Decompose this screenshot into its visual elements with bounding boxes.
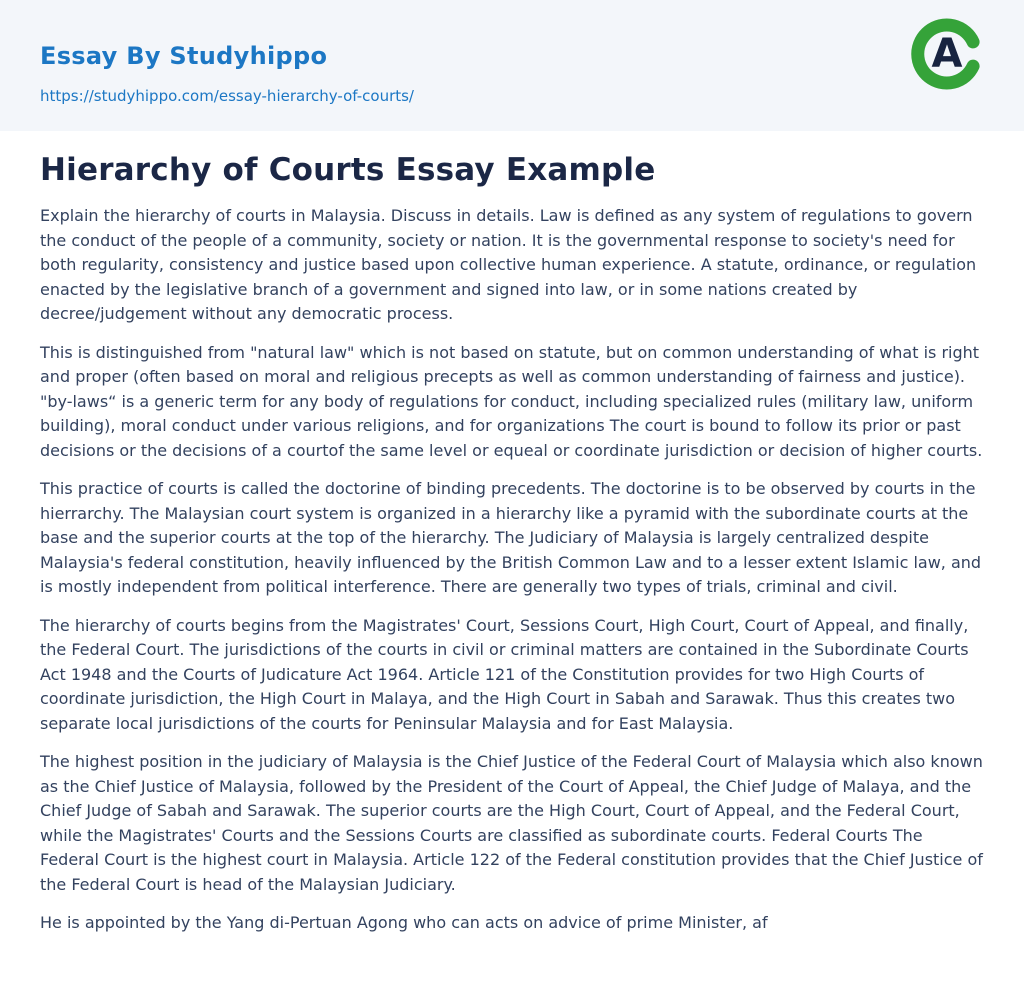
essay-paragraph: Explain the hierarchy of courts in Malaysia. Discuss in details. Law is defined as any system of regulations to govern the conduct of the people of a community, society or nation. It is the governmental response to society's need for both regularity, consistency and justice based upon collective human experience. A statute, ordinance, or regulation enacted by the legislative branch of a government and signed into law, or in some nations created by decree/judgement without any democratic process.: [40, 206, 977, 323]
site-title: Essay By Studyhippo: [40, 42, 328, 70]
site-header-text: [40, 42, 984, 105]
studyhippo-logo-icon: [908, 15, 986, 93]
site-header: [0, 0, 1024, 131]
logo-ring-icon: [908, 15, 986, 93]
essay-paragraph: This practice of courts is called the doctorine of binding precedents. The doctorine is to be observed by courts in the hierrarchy. The Malaysian court system is organized in a hierarchy like a pyramid with the subordinate courts at the base and the superior courts at the top of the hierarchy. The Judiciary of Malaysia is largely centralized despite Malaysia's federal constitution, heavily influenced by the British Common Law and to a lesser extent Islamic law, and is mostly independent from political interference. There are generally two types of trials, criminal and civil.: [40, 479, 982, 596]
essay-paragraph: This is distinguished from "natural law" which is not based on statute, but on common understanding of what is right and proper (often based on moral and religious precepts as well as common understanding of fairness and justice). "by-laws“ is a generic term for any body of regulations for conduct, including specialized rules (military law, uniform building), moral conduct under various religions, and for organizations The court is bound to follow its prior or past decisions or the decisions of a courtof the same level or equeal or coordinate jurisdiction or decision of higher courts.: [40, 342, 983, 460]
source-url-link[interactable]: https://studyhippo.com/essay-hierarchy-of-courts/: [40, 87, 414, 105]
page-title: Hierarchy of Courts Essay Example: [40, 152, 656, 188]
essay-paragraph: The hierarchy of courts begins from the Magistrates' Court, Sessions Court, High Court, Court of Appeal, and finally, the Federal Court. The jurisdictions of the courts in civil or criminal matters are contained in the Subordinate Courts Act 1948 and the Courts of Judicature Act 1964. Article 121 of the Constitution provides for two High Courts of coordinate jurisdiction, the High Court in Malaya, and the High Court in Sabah and Sarawak. Thus this creates two separate local jurisdictions of the courts for Peninsular Malaysia and for East Malaysia.: [40, 615, 969, 733]
essay-paragraph: He is appointed by the Yang di-Pertuan Agong who can acts on advice of prime Minister, af: [40, 913, 768, 932]
logo-letter: A: [931, 31, 963, 77]
article: [0, 131, 1024, 936]
essay-paragraph: The highest position in the judiciary of Malaysia is the Chief Justice of the Federal Court of Malaysia which also known as the Chief Justice of Malaysia, followed by the President of the Court of Appeal, the Chief Judge of Malaya, and the Chief Judge of Sabah and Sarawak. The superior courts are the High Court, Court of Appeal, and the Federal Court, while the Magistrates' Courts and the Sessions Courts are classified as subordinate courts. Federal Courts The Federal Court is the highest court in Malaysia. Article 122 of the Federal constitution provides that the Chief Justice of the Federal Court is head of the Malaysian Judiciary.: [40, 752, 983, 894]
